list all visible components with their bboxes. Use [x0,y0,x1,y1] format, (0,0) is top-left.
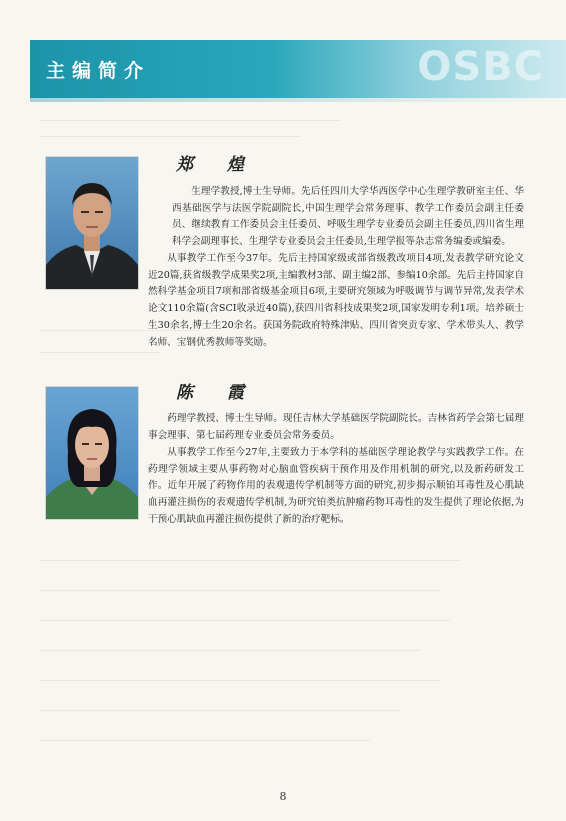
page-number: 8 [279,790,287,803]
editor-name: 陈 霞 [176,383,258,403]
bleed-through-line [40,680,440,681]
bleed-through-line [40,352,160,353]
bleed-through-line [40,120,340,121]
bleed-through-line [40,740,370,741]
bleed-through-line [40,710,400,711]
osbc-logo: OSBC [417,44,544,90]
editor-bio-paragraph: 生理学教授,博士生导师。先后任四川大学华西医学中心生理学教研室主任、华西基础医学与法医学院副院长,中国生理学会常务理事、教学工作委员会副主任委员、继续教育工作委员会主任委员、呼吸生理学专业委员会副主任委员,四川省生理科学会副理事长、生理学专业委员会主任委员,生理学报等杂志常务编委或编委。 [172,186,524,248]
portrait-photo-male [45,156,139,290]
editor-bio-paragraph: 从事教学工作至今27年,主要致力于本学科的基础医学理论教学与实践教学工作。在药理学领域主要从事药物对心脑血管疾病干预作用及作用机制的研究,以及新药研发工作。近年开展了药物作用的表观遗传学机制等方面的研究,初步揭示顺铂耳毒性及心肌缺血再灌注损伤的表观遗传学机制,为研究铂类抗肿瘤药物耳毒性的发生提供了理论依据,为干预心肌缺血再灌注损伤提供了新的治疗靶标。 [148,447,524,525]
section-header-band [30,40,566,98]
editor-bio-paragraph: 从事教学工作至今37年。先后主持国家级或部省级教改项目4项,发表教学研究论文近20篇,获省级教学成果奖2项,主编教材3部、副主编2部、参编10余部。先后主持国家自然科学基金项目7项和部省级基金项目6项,主要研究领域为呼吸调节与调节异常,发表学术论文110余篇(含SCI收录近40篇),获四川省科技成果奖2项,国家发明专利1项。培养硕士生30余名,博士生20余名。获国务院政府特殊津贴、四川省突贡专家、学术带头人、教学名师、宝钢优秀教师等奖励。 [148,253,524,348]
bleed-through-line [40,590,440,591]
bleed-through-line [40,560,460,561]
header-underline [30,98,566,102]
editor-name: 郑 煌 [176,155,258,175]
bleed-through-line [40,136,300,137]
bleed-through-line [40,620,450,621]
bleed-through-line [40,650,420,651]
editor-bio-paragraph: 药理学教授、博士生导师。现任吉林大学基础医学院副院长。吉林省药学会第七届理事会理事、第七届药理专业委员会常务委员。 [148,413,524,441]
portrait-photo-female [45,386,139,520]
section-title: 主编简介 [46,60,151,82]
